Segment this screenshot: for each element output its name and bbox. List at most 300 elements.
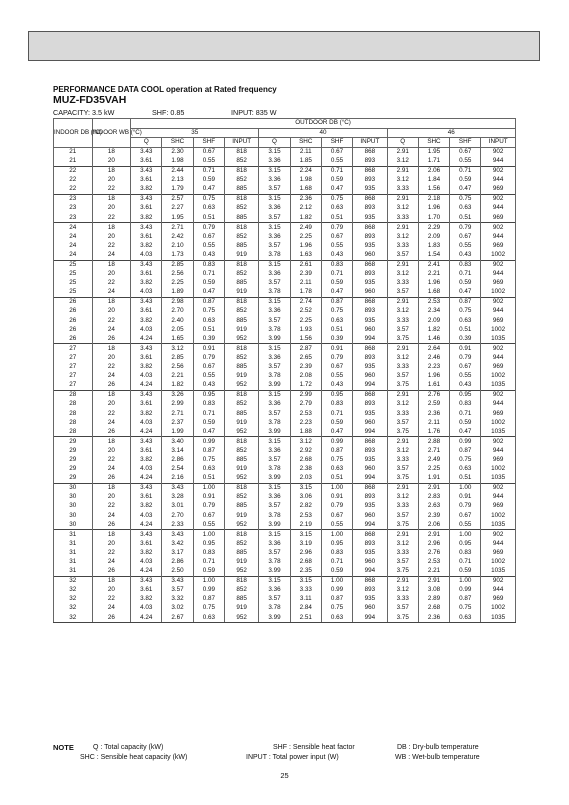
table-cell: 2.91 [387,298,418,308]
table-cell: 18 [92,298,131,308]
table-cell: 0.79 [321,502,352,511]
table-cell: 3.33 [387,456,418,465]
table-cell: 0.83 [321,260,352,270]
table-cell: 0.47 [321,185,352,195]
outdoor-db-header: OUTDOOR DB (°C) [131,119,516,129]
table-cell: 26 [54,298,93,308]
table-cell: 0.43 [450,251,481,261]
table-cell: 3.40 [162,437,193,447]
table-row [54,418,516,427]
table-row [54,390,516,400]
table-cell: 2.70 [162,511,193,520]
table-cell: 994 [353,613,387,623]
table-cell: 0.75 [450,307,481,316]
table-cell: 944 [481,204,516,213]
table-cell: 0.91 [450,344,481,354]
table-cell: 26 [92,381,131,391]
table-cell: 0.51 [193,474,224,484]
table-cell: 4.24 [131,381,162,391]
table-cell: 0.67 [321,232,352,241]
table-cell: 0.67 [321,511,352,520]
table-cell: 868 [353,437,387,447]
table-cell: 944 [481,232,516,241]
table-cell: 32 [54,613,93,623]
table-cell: 2.91 [387,483,418,493]
table-cell: 3.15 [259,166,290,176]
table-cell: 27 [54,363,93,372]
table-row [54,604,516,613]
table-cell: 2.87 [290,344,321,354]
table-cell: 3.33 [290,586,321,595]
col-q: Q [131,138,162,148]
table-row [54,307,516,316]
table-cell: 3.82 [131,409,162,418]
table-cell: 3.19 [290,539,321,548]
table-cell: 994 [353,474,387,484]
table-row [54,298,516,308]
table-cell: 4.24 [131,427,162,437]
table-cell: 3.57 [259,241,290,250]
table-cell: 0.87 [321,595,352,604]
table-cell: 4.03 [131,558,162,567]
table-cell: 0.71 [450,558,481,567]
table-cell: 0.91 [193,344,224,354]
table-cell: 818 [224,166,258,176]
table-cell: 3.33 [387,185,418,195]
table-cell: 3.36 [259,176,290,185]
table-cell: 2.70 [162,307,193,316]
table-cell: 0.51 [450,213,481,223]
table-cell: 919 [224,604,258,613]
table-cell: 29 [54,437,93,447]
table-cell: 852 [224,204,258,213]
table-cell: 3.43 [162,530,193,540]
table-cell: 0.87 [321,447,352,456]
table-cell: 868 [353,147,387,157]
table-cell: 3.15 [259,437,290,447]
table-cell: 20 [92,493,131,502]
table-cell: 26 [54,325,93,334]
table-cell: 3.12 [162,344,193,354]
table-cell: 0.59 [321,176,352,185]
table-cell: 2.74 [290,298,321,308]
table-row [54,344,516,354]
table-cell: 3.43 [131,166,162,176]
table-cell: 20 [92,447,131,456]
table-cell: 0.71 [193,166,224,176]
table-cell: 0.83 [321,400,352,409]
table-cell: 22 [92,213,131,223]
table-cell: 944 [481,539,516,548]
table-cell: 919 [224,511,258,520]
table-cell: 0.71 [321,558,352,567]
table-cell: 23 [54,194,93,204]
table-cell: 29 [54,447,93,456]
table-cell: 0.75 [321,307,352,316]
capacity-line [53,108,277,117]
table-cell: 0.99 [450,586,481,595]
table-cell: 2.63 [418,502,449,511]
table-cell: 18 [92,223,131,233]
table-cell: 24 [92,288,131,298]
table-row [54,354,516,363]
table-cell: 852 [224,586,258,595]
table-cell: 2.91 [418,530,449,540]
table-cell: 24 [54,241,93,250]
table-cell: 2.91 [387,166,418,176]
table-cell: 0.99 [193,437,224,447]
col-q: Q [387,138,418,148]
table-cell: 30 [54,493,93,502]
table-cell: 0.99 [450,437,481,447]
table-cell: 1.00 [193,483,224,493]
table-cell: 1.95 [162,213,193,223]
table-cell: 29 [54,456,93,465]
table-cell: 893 [353,157,387,167]
table-cell: 28 [54,418,93,427]
table-cell: 30 [54,511,93,520]
table-cell: 1.00 [193,530,224,540]
table-cell: 893 [353,204,387,213]
table-cell: 885 [224,456,258,465]
table-cell: 3.12 [387,176,418,185]
table-cell: 0.47 [321,427,352,437]
table-cell: 944 [481,354,516,363]
table-cell: 2.68 [290,456,321,465]
table-cell: 944 [481,400,516,409]
table-cell: 2.09 [418,316,449,325]
table-cell: 30 [54,483,93,493]
table-cell: 960 [353,288,387,298]
table-cell: 24 [92,418,131,427]
table-cell: 3.32 [162,595,193,604]
table-row [54,586,516,595]
table-cell: 2.56 [162,270,193,279]
table-cell: 3.57 [259,456,290,465]
table-cell: 868 [353,390,387,400]
table-cell: 22 [92,185,131,195]
table-cell: 32 [54,604,93,613]
table-cell: 893 [353,176,387,185]
table-cell: 902 [481,166,516,176]
table-cell: 0.47 [450,288,481,298]
table-cell: 0.47 [193,185,224,195]
table-cell: 27 [54,381,93,391]
table-row [54,260,516,270]
table-cell: 960 [353,465,387,474]
table-cell: 1.00 [321,483,352,493]
table-cell: 852 [224,270,258,279]
col-shc: SHC [162,138,193,148]
table-cell: 1.96 [418,372,449,381]
table-row [54,316,516,325]
page-number: 25 [280,771,289,780]
table-cell: 0.87 [193,595,224,604]
table-cell: 0.63 [193,613,224,623]
table-cell: 3.57 [387,251,418,261]
table-cell: 0.67 [450,363,481,372]
table-cell: 24 [54,223,93,233]
table-cell: 2.91 [418,483,449,493]
table-cell: 868 [353,344,387,354]
table-cell: 28 [54,390,93,400]
table-cell: 0.39 [321,334,352,344]
table-cell: 2.09 [418,232,449,241]
table-cell: 1.00 [193,576,224,586]
table-cell: 3.57 [387,288,418,298]
table-row [54,270,516,279]
table-cell: 3.57 [259,502,290,511]
table-cell: 1.00 [450,483,481,493]
table-cell: 32 [54,576,93,586]
table-cell: 1.84 [418,176,449,185]
table-cell: 1035 [481,520,516,530]
table-cell: 2.53 [290,409,321,418]
table-cell: 0.79 [193,354,224,363]
table-cell: 2.35 [290,567,321,577]
table-cell: 3.08 [418,586,449,595]
table-cell: 4.03 [131,325,162,334]
note-db: DB : Dry-bulb temperature [397,744,479,751]
table-cell: 1002 [481,604,516,613]
table-cell: 3.99 [259,381,290,391]
table-cell: 0.67 [193,511,224,520]
table-cell: 0.91 [321,344,352,354]
table-cell: 3.78 [259,558,290,567]
table-cell: 2.76 [418,549,449,558]
table-cell: 3.82 [131,595,162,604]
table-cell: 20 [92,586,131,595]
table-cell: 18 [92,530,131,540]
table-cell: 969 [481,213,516,223]
table-cell: 885 [224,549,258,558]
table-row [54,520,516,530]
table-cell: 2.68 [418,604,449,613]
table-cell: 818 [224,576,258,586]
table-cell: 3.12 [387,204,418,213]
table-cell: 26 [54,316,93,325]
table-cell: 818 [224,344,258,354]
table-row [54,493,516,502]
table-row [54,232,516,241]
col-shf: SHF [193,138,224,148]
table-cell: 0.71 [193,409,224,418]
table-cell: 1.61 [418,381,449,391]
table-cell: 3.15 [290,530,321,540]
table-cell: 1.96 [418,279,449,288]
table-cell: 2.99 [162,400,193,409]
table-cell: 893 [353,447,387,456]
table-cell: 24 [92,251,131,261]
table-cell: 994 [353,381,387,391]
table-cell: 3.36 [259,307,290,316]
table-cell: 2.36 [418,613,449,623]
table-cell: 4.03 [131,251,162,261]
table-cell: 31 [54,549,93,558]
table-cell: 3.26 [162,390,193,400]
table-cell: 0.75 [321,456,352,465]
table-cell: 852 [224,539,258,548]
table-cell: 1.99 [162,427,193,437]
table-cell: 4.24 [131,567,162,577]
table-cell: 2.23 [290,418,321,427]
table-cell: 26 [54,334,93,344]
table-cell: 1.00 [321,576,352,586]
table-cell: 28 [54,427,93,437]
table-cell: 4.24 [131,520,162,530]
table-cell: 2.34 [418,307,449,316]
table-cell: 0.55 [193,372,224,381]
note-label: NOTE [53,743,74,752]
table-cell: 885 [224,363,258,372]
table-cell: 2.79 [290,400,321,409]
table-cell: 21 [54,147,93,157]
table-cell: 902 [481,437,516,447]
table-cell: 22 [92,456,131,465]
table-cell: 902 [481,483,516,493]
table-cell: 3.57 [387,325,418,334]
table-cell: 0.71 [450,409,481,418]
table-cell: 0.83 [321,549,352,558]
col-input: INPUT [481,138,516,148]
table-cell: 0.67 [321,147,352,157]
table-cell: 3.61 [131,270,162,279]
table-cell: 0.83 [450,549,481,558]
table-cell: 25 [54,279,93,288]
table-cell: 0.55 [450,520,481,530]
table-cell: 3.43 [131,576,162,586]
table-cell: 18 [92,437,131,447]
table-cell: 0.67 [450,147,481,157]
table-cell: 3.33 [387,595,418,604]
table-cell: 32 [54,586,93,595]
table-cell: 3.33 [387,363,418,372]
table-cell: 20 [92,354,131,363]
table-row [54,223,516,233]
table-cell: 0.75 [193,194,224,204]
table-cell: 885 [224,241,258,250]
table-cell: 29 [54,474,93,484]
table-cell: 2.65 [290,354,321,363]
table-cell: 3.75 [387,613,418,623]
table-cell: 3.75 [387,427,418,437]
table-cell: 885 [224,316,258,325]
table-row [54,474,516,484]
table-cell: 1002 [481,251,516,261]
table-cell: 2.42 [162,232,193,241]
table-cell: 852 [224,157,258,167]
table-cell: 885 [224,279,258,288]
table-cell: 3.61 [131,232,162,241]
table-cell: 0.75 [321,194,352,204]
table-cell: 2.57 [162,194,193,204]
table-cell: 1.79 [162,185,193,195]
table-cell: 3.61 [131,539,162,548]
table-cell: 0.43 [193,251,224,261]
table-cell: 2.86 [162,456,193,465]
table-cell: 2.10 [162,241,193,250]
table-cell: 818 [224,223,258,233]
table-cell: 935 [353,185,387,195]
table-cell: 30 [54,502,93,511]
table-cell: 0.75 [193,456,224,465]
table-cell: 4.03 [131,288,162,298]
table-cell: 944 [481,176,516,185]
table-cell: 1002 [481,325,516,334]
table-row [54,437,516,447]
table-cell: 868 [353,483,387,493]
table-cell: 960 [353,604,387,613]
table-cell: 1.73 [162,251,193,261]
table-cell: 852 [224,493,258,502]
table-cell: 3.36 [259,270,290,279]
table-cell: 0.67 [193,363,224,372]
model-name: MUZ-FD35VAH [53,94,127,106]
table-row [54,465,516,474]
table-cell: 3.78 [259,418,290,427]
table-cell: 885 [224,213,258,223]
table-cell: 3.15 [259,576,290,586]
table-cell: 944 [481,157,516,167]
table-cell: 0.79 [450,223,481,233]
table-cell: 944 [481,270,516,279]
table-cell: 0.59 [450,279,481,288]
table-cell: 3.57 [259,363,290,372]
table-cell: 3.61 [131,586,162,595]
table-cell: 0.59 [321,567,352,577]
table-cell: 0.63 [450,465,481,474]
table-cell: 24 [54,251,93,261]
table-cell: 0.79 [193,223,224,233]
table-cell: 3.43 [131,194,162,204]
table-cell: 2.36 [418,409,449,418]
table-cell: 902 [481,223,516,233]
table-cell: 22 [92,549,131,558]
table-cell: 2.91 [387,344,418,354]
table-cell: 935 [353,363,387,372]
table-cell: 944 [481,586,516,595]
table-cell: 0.55 [321,372,352,381]
table-cell: 0.91 [450,493,481,502]
note-shc: SHC : Sensible heat capacity (kW) [80,754,188,761]
table-cell: 2.91 [418,576,449,586]
table-cell: 0.59 [193,418,224,427]
table-cell: 0.55 [450,241,481,250]
table-cell: 0.59 [321,279,352,288]
table-cell: 3.43 [131,260,162,270]
table-cell: 0.83 [450,260,481,270]
table-cell: 1.82 [418,325,449,334]
table-cell: 2.99 [290,390,321,400]
table-cell: 3.43 [162,483,193,493]
table-cell: 0.55 [321,520,352,530]
table-cell: 2.39 [418,511,449,520]
table-cell: 3.12 [387,270,418,279]
table-cell: 852 [224,307,258,316]
table-cell: 3.78 [259,251,290,261]
table-cell: 994 [353,334,387,344]
table-cell: 3.99 [259,520,290,530]
table-cell: 868 [353,576,387,586]
outdoor-temp-35: 35 [131,128,259,138]
table-cell: 893 [353,307,387,316]
table-cell: 0.67 [321,363,352,372]
table-cell: 3.82 [131,456,162,465]
table-cell: 3.61 [131,176,162,185]
table-cell: 885 [224,185,258,195]
table-cell: 31 [54,567,93,577]
table-cell: 902 [481,194,516,204]
